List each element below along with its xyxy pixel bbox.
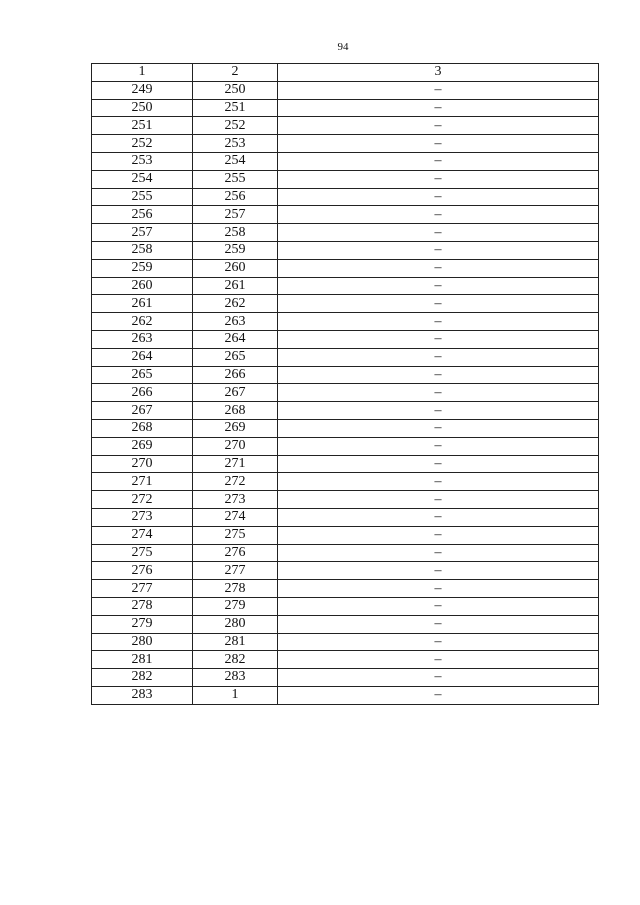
table-cell-col1: 256 [92, 206, 193, 224]
table-cell-col3: – [278, 152, 599, 170]
table-cell-col2: 265 [193, 348, 278, 366]
table-cell-col3: – [278, 313, 599, 331]
table-header [92, 64, 599, 82]
table-row [92, 402, 599, 420]
table-row [92, 615, 599, 633]
table-row [92, 544, 599, 562]
table-cell-col2: 251 [193, 99, 278, 117]
data-table [91, 63, 599, 705]
table-row [92, 188, 599, 206]
table-cell-col3: – [278, 241, 599, 259]
table-cell-col2: 262 [193, 295, 278, 313]
table-cell-col1: 267 [92, 402, 193, 420]
table-cell-col3: – [278, 188, 599, 206]
table-cell-col3: – [278, 295, 599, 313]
table-cell-col2: 281 [193, 633, 278, 651]
table-cell-col2: 268 [193, 402, 278, 420]
table-cell-col1: 260 [92, 277, 193, 295]
table-cell-col3: – [278, 633, 599, 651]
table-row [92, 384, 599, 402]
table-cell-col2: 264 [193, 330, 278, 348]
table-cell-col2: 260 [193, 259, 278, 277]
table-row [92, 669, 599, 687]
table-cell-col2: 283 [193, 669, 278, 687]
column-header-3: 3 [278, 64, 599, 82]
table-cell-col2: 250 [193, 81, 278, 99]
table-cell-col1: 262 [92, 313, 193, 331]
table-row [92, 135, 599, 153]
table-cell-col3: – [278, 437, 599, 455]
table-cell-col1: 268 [92, 419, 193, 437]
table-cell-col1: 257 [92, 224, 193, 242]
table-cell-col1: 266 [92, 384, 193, 402]
table-row [92, 170, 599, 188]
table-cell-col3: – [278, 580, 599, 598]
table-cell-col2: 277 [193, 562, 278, 580]
table-cell-col3: – [278, 135, 599, 153]
table-row [92, 348, 599, 366]
table-cell-col3: – [278, 651, 599, 669]
table-cell-col1: 251 [92, 117, 193, 135]
table-cell-col2: 280 [193, 615, 278, 633]
table-cell-col2: 274 [193, 508, 278, 526]
column-header-2: 2 [193, 64, 278, 82]
table-cell-col2: 282 [193, 651, 278, 669]
table-cell-col2: 258 [193, 224, 278, 242]
table-cell-col2: 272 [193, 473, 278, 491]
table-row [92, 295, 599, 313]
table-cell-col3: – [278, 206, 599, 224]
table-row [92, 366, 599, 384]
table-cell-col3: – [278, 491, 599, 509]
table-cell-col3: – [278, 419, 599, 437]
table-cell-col3: – [278, 384, 599, 402]
table-cell-col1: 269 [92, 437, 193, 455]
table-cell-col3: – [278, 277, 599, 295]
table-cell-col3: – [278, 455, 599, 473]
table-cell-col3: – [278, 508, 599, 526]
table-row [92, 313, 599, 331]
table-cell-col3: – [278, 686, 599, 704]
table-cell-col3: – [278, 669, 599, 687]
header-row [92, 64, 599, 82]
table-cell-col3: – [278, 544, 599, 562]
table-row [92, 152, 599, 170]
table-row [92, 206, 599, 224]
table-cell-col1: 275 [92, 544, 193, 562]
table-cell-col1: 265 [92, 366, 193, 384]
table-cell-col1: 264 [92, 348, 193, 366]
table-cell-col3: – [278, 224, 599, 242]
table-cell-col2: 1 [193, 686, 278, 704]
table-cell-col1: 278 [92, 597, 193, 615]
table-cell-col3: – [278, 170, 599, 188]
table-cell-col1: 277 [92, 580, 193, 598]
table-cell-col2: 276 [193, 544, 278, 562]
table-cell-col2: 278 [193, 580, 278, 598]
table-cell-col2: 252 [193, 117, 278, 135]
table-cell-col1: 259 [92, 259, 193, 277]
table-cell-col2: 259 [193, 241, 278, 259]
table-cell-col2: 273 [193, 491, 278, 509]
table-row [92, 597, 599, 615]
table-cell-col1: 261 [92, 295, 193, 313]
table-cell-col1: 272 [92, 491, 193, 509]
table-cell-col2: 254 [193, 152, 278, 170]
table-cell-col2: 271 [193, 455, 278, 473]
table-cell-col3: – [278, 526, 599, 544]
table-cell-col3: – [278, 597, 599, 615]
table-cell-col1: 271 [92, 473, 193, 491]
table-cell-col1: 283 [92, 686, 193, 704]
table-cell-col2: 257 [193, 206, 278, 224]
table-body [92, 81, 599, 704]
table-cell-col1: 254 [92, 170, 193, 188]
table-cell-col3: – [278, 562, 599, 580]
table-row [92, 224, 599, 242]
table-cell-col1: 276 [92, 562, 193, 580]
table-cell-col3: – [278, 117, 599, 135]
table-cell-col3: – [278, 348, 599, 366]
table-row [92, 330, 599, 348]
table-row [92, 117, 599, 135]
table-row [92, 277, 599, 295]
table-cell-col3: – [278, 259, 599, 277]
table-cell-col3: – [278, 366, 599, 384]
table-cell-col1: 273 [92, 508, 193, 526]
table-cell-col3: – [278, 615, 599, 633]
table-row [92, 562, 599, 580]
table-cell-col1: 250 [92, 99, 193, 117]
table-row [92, 259, 599, 277]
table-cell-col3: – [278, 402, 599, 420]
column-header-1: 1 [92, 64, 193, 82]
table-cell-col3: – [278, 81, 599, 99]
table-cell-col1: 258 [92, 241, 193, 259]
table-cell-col2: 279 [193, 597, 278, 615]
table-cell-col2: 269 [193, 419, 278, 437]
table-cell-col2: 275 [193, 526, 278, 544]
table-cell-col1: 252 [92, 135, 193, 153]
table-row [92, 455, 599, 473]
table-cell-col1: 282 [92, 669, 193, 687]
table-cell-col3: – [278, 473, 599, 491]
table-cell-col2: 267 [193, 384, 278, 402]
table-cell-col2: 266 [193, 366, 278, 384]
page-number: 94 [337, 41, 349, 53]
table-cell-col1: 270 [92, 455, 193, 473]
table-row [92, 491, 599, 509]
table-cell-col1: 253 [92, 152, 193, 170]
table-row [92, 651, 599, 669]
table-cell-col1: 280 [92, 633, 193, 651]
table-cell-col2: 255 [193, 170, 278, 188]
table-cell-col2: 270 [193, 437, 278, 455]
table-cell-col2: 253 [193, 135, 278, 153]
table-row [92, 686, 599, 704]
table-row [92, 526, 599, 544]
table-row [92, 508, 599, 526]
table-cell-col3: – [278, 99, 599, 117]
table-row [92, 633, 599, 651]
table-cell-col1: 263 [92, 330, 193, 348]
table-cell-col2: 263 [193, 313, 278, 331]
table-cell-col1: 274 [92, 526, 193, 544]
table-row [92, 81, 599, 99]
table-cell-col1: 279 [92, 615, 193, 633]
table-cell-col2: 256 [193, 188, 278, 206]
table-cell-col1: 255 [92, 188, 193, 206]
table-cell-col3: – [278, 330, 599, 348]
table-row [92, 473, 599, 491]
table-cell-col1: 281 [92, 651, 193, 669]
table-row [92, 580, 599, 598]
table-row [92, 241, 599, 259]
table-row [92, 419, 599, 437]
table-cell-col2: 261 [193, 277, 278, 295]
table-row [92, 437, 599, 455]
table-row [92, 99, 599, 117]
table-cell-col1: 249 [92, 81, 193, 99]
